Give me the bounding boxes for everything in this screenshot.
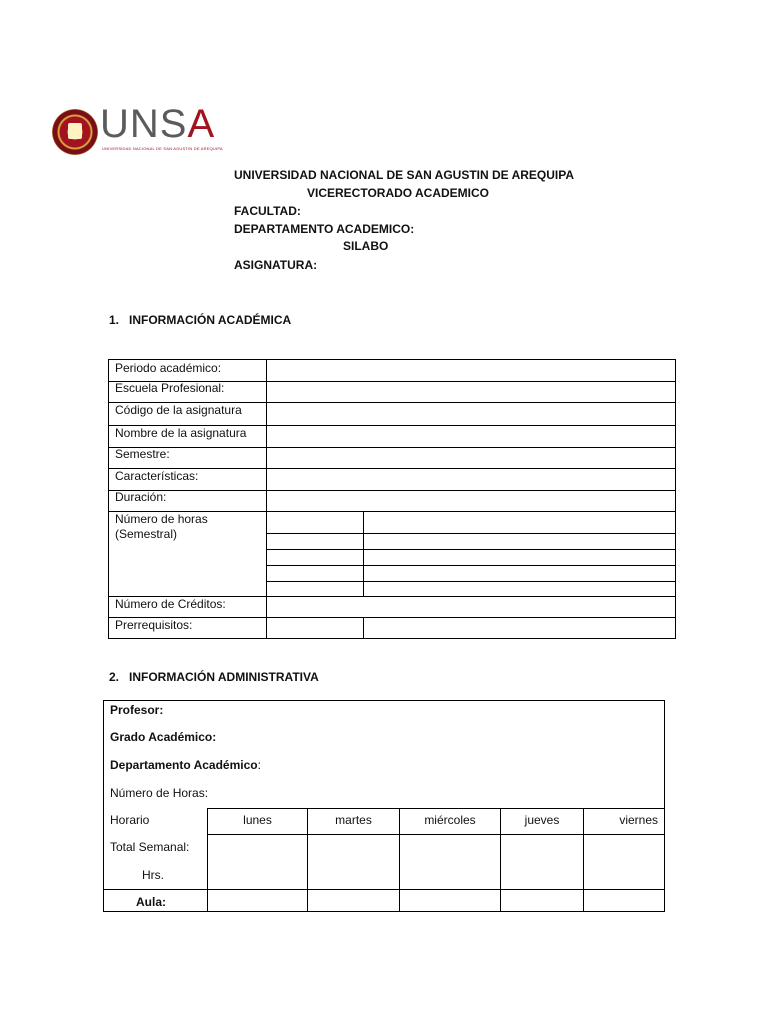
- total-semanal-label: Total Semanal:: [110, 840, 190, 854]
- day-jueves: jueves: [524, 813, 560, 827]
- codigo-label: Código de la asignatura: [115, 403, 242, 417]
- grado-label: Grado Académico:: [110, 730, 217, 744]
- day-martes: martes: [335, 813, 372, 827]
- hrs-label: Hrs.: [142, 868, 164, 882]
- facultad-label: FACULTAD:: [234, 204, 301, 218]
- semestre-label: Semestre:: [115, 447, 170, 461]
- asignatura-label: ASIGNATURA:: [234, 258, 318, 272]
- day-viernes: viernes: [619, 813, 658, 827]
- academic-info-table: [108, 359, 676, 639]
- aula-label: Aula:: [136, 895, 166, 909]
- horas-semestral-label: (Semestral): [115, 527, 178, 541]
- caracteristicas-label: Características:: [115, 469, 199, 483]
- horario-label: Horario: [110, 813, 150, 827]
- periodo-label: Periodo académico:: [115, 361, 222, 375]
- logo-wordmark: UNSA: [100, 102, 216, 146]
- creditos-label: Número de Créditos:: [115, 597, 226, 611]
- silabo-title: SILABO: [343, 239, 389, 253]
- day-miercoles: miércoles: [424, 813, 476, 827]
- university-name: UNIVERSIDAD NACIONAL DE SAN AGUSTIN DE AREQUIPA: [234, 168, 575, 182]
- horas-label: Número de horas: [115, 512, 208, 526]
- profesor-label: Profesor:: [110, 703, 164, 717]
- prerrequisitos-label: Prerrequisitos:: [115, 618, 193, 632]
- section-admin-title: 2. INFORMACIÓN ADMINISTRATIVA: [109, 670, 319, 684]
- section-academic-title: 1. INFORMACIÓN ACADÉMICA: [109, 313, 292, 327]
- duracion-label: Duración:: [115, 490, 167, 504]
- numero-horas-label: Número de Horas:: [110, 786, 209, 800]
- departamento-academico-label: Departamento Académico:: [110, 758, 261, 772]
- vicerrectorado-title: VICERECTORADO ACADEMICO: [307, 186, 490, 200]
- nombre-label: Nombre de la asignatura: [115, 426, 247, 440]
- admin-info-table: [103, 700, 665, 912]
- day-lunes: lunes: [243, 813, 272, 827]
- logo-subtitle: UNIVERSIDAD NACIONAL DE SAN AGUSTIN DE AREQUIPA: [102, 146, 223, 151]
- university-seal-icon: [52, 109, 98, 155]
- departamento-label: DEPARTAMENTO ACADEMICO:: [234, 222, 415, 236]
- unsa-logo: [52, 102, 224, 156]
- escuela-label: Escuela Profesional:: [115, 381, 225, 395]
